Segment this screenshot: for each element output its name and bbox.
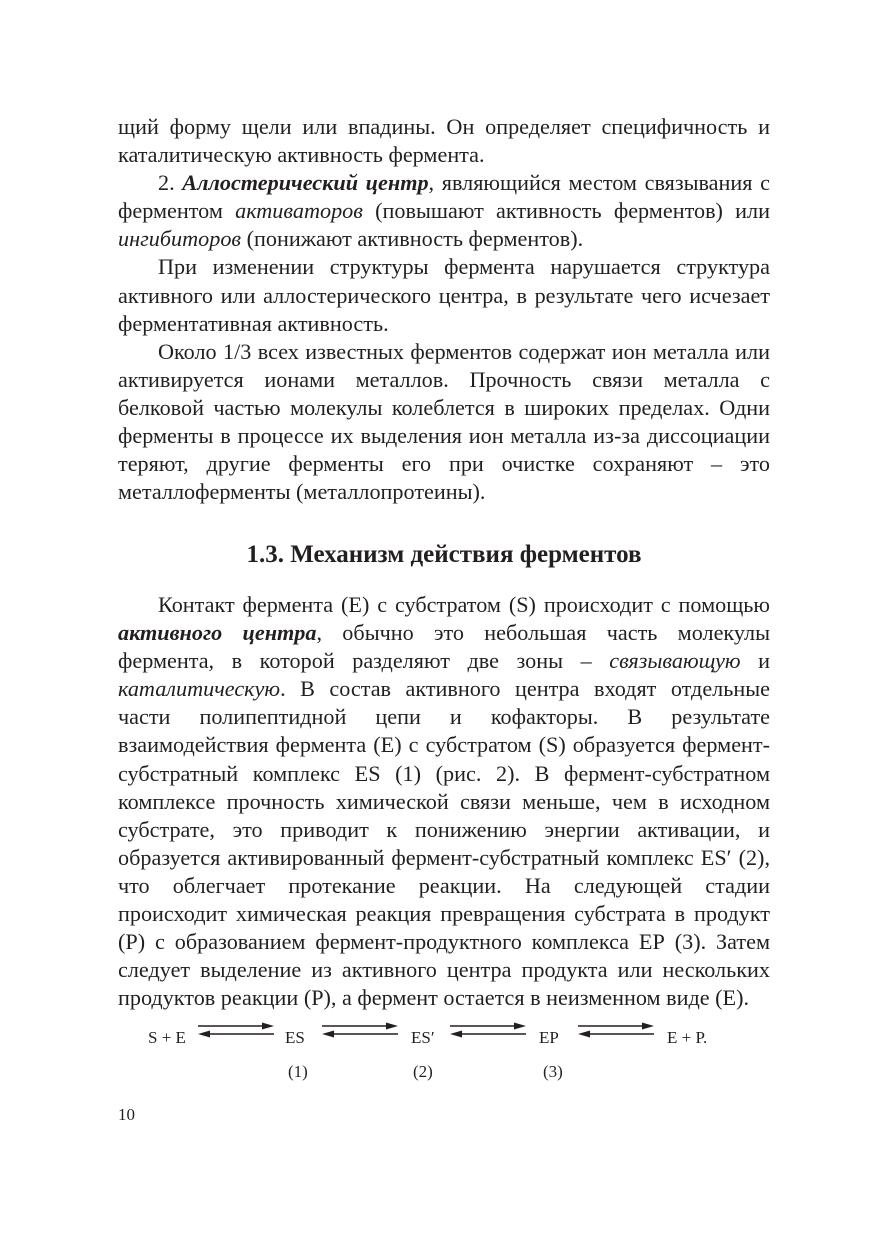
- term-active-center: активного центра: [118, 620, 317, 646]
- reversible-arrow-icon: [322, 1022, 398, 1038]
- species-e-plus-p: E + P.: [667, 1028, 708, 1047]
- paragraph-metalloenzymes: [118, 338, 770, 507]
- paragraph-text: и: [740, 648, 770, 674]
- paragraph-text: , являющийся местом связывания с ферментом: [118, 170, 770, 224]
- term-catalytic-zone: каталитическую: [118, 676, 281, 702]
- list-number: 2.: [158, 170, 183, 196]
- top-text-block: [118, 113, 770, 506]
- reversible-arrow-icon: [578, 1022, 654, 1038]
- step-label-1: (1): [288, 1062, 308, 1081]
- main-text-block: [118, 591, 770, 1012]
- term-allosteric-center: Аллостерический центр: [182, 170, 429, 196]
- reversible-arrow-icon: [198, 1022, 274, 1038]
- term-inhibitors: ингибиторов: [118, 226, 242, 252]
- section-heading: 1.3. Механизм действия ферментов: [246, 541, 642, 568]
- step-label-3: (3): [543, 1062, 563, 1081]
- paragraph-mechanism: [118, 591, 770, 1012]
- term-activators: активаторов: [235, 198, 363, 224]
- species-s-plus-e: S + E: [148, 1028, 186, 1047]
- paragraph-text: (понижают активность ферментов).: [241, 226, 584, 252]
- paragraph-text: (повышают активность ферментов) или: [362, 198, 770, 224]
- paragraph-continuation: [118, 113, 770, 169]
- species-es-prime: ES′: [411, 1028, 435, 1047]
- paragraph-text: Контакт фермента (Е) с субстратом (S) происходит с помощью: [158, 592, 770, 617]
- step-label-2: (2): [413, 1062, 433, 1081]
- page-number: 10: [118, 1105, 135, 1124]
- reversible-arrow-icon: [450, 1022, 526, 1038]
- term-binding-zone: связывающую: [609, 648, 741, 674]
- paragraph-allosteric-center: [118, 169, 770, 253]
- species-ep: EP: [539, 1028, 559, 1047]
- paragraph-text: При изменении структуры фермента нарушается структура активного или аллостерического центра, в результате чего исчезает ферментативная активность.: [118, 254, 770, 336]
- paragraph-text: щий форму щели или впадины. Он определяет специфичность и каталитическую активность фермента.: [118, 114, 770, 168]
- paragraph-text: Около 1/3 всех известных ферментов содержат ион металла или активируется ионами металлов. Прочность связи металла с белковой частью молекулы колеблется в широких пределах. Одни ферменты в процессе их выделения ион металла из-за диссоциации теряют, другие ферменты его при очистке сохраняют – это металлоферменты (металлопротеины).: [118, 338, 770, 505]
- species-es: ES: [285, 1028, 305, 1047]
- paragraph-text: , обычно это небольшая часть молекулы фермента, в которой разделяют две зоны –: [118, 620, 770, 674]
- paragraph-structure-change: [118, 253, 770, 337]
- paragraph-text: . В состав активного центра входят отдельные части полипептидной цепи и кофакторы. В результате взаимодействия фермента (Е) с субстратом (S) образуется фермент-субстратный комплекс ES (1) (рис. 2). В фермент-субстратном комплексе прочность химической связи меньше, чем в исходном субстрате, это приводит к понижению энергии активации, и образуется активированный фермент-субстратный комплекс ES′ (2), что облегчает протекание реакции. На следующей стадии происходит химическая реакция превращения субстрата в продукт (Р) с образованием фермент-продуктного комплекса ЕР (3). Затем следует выделение из активного центра продукта или нескольких продуктов реакции (Р), а фермент остается в неизменном виде (Е).: [118, 676, 770, 1011]
